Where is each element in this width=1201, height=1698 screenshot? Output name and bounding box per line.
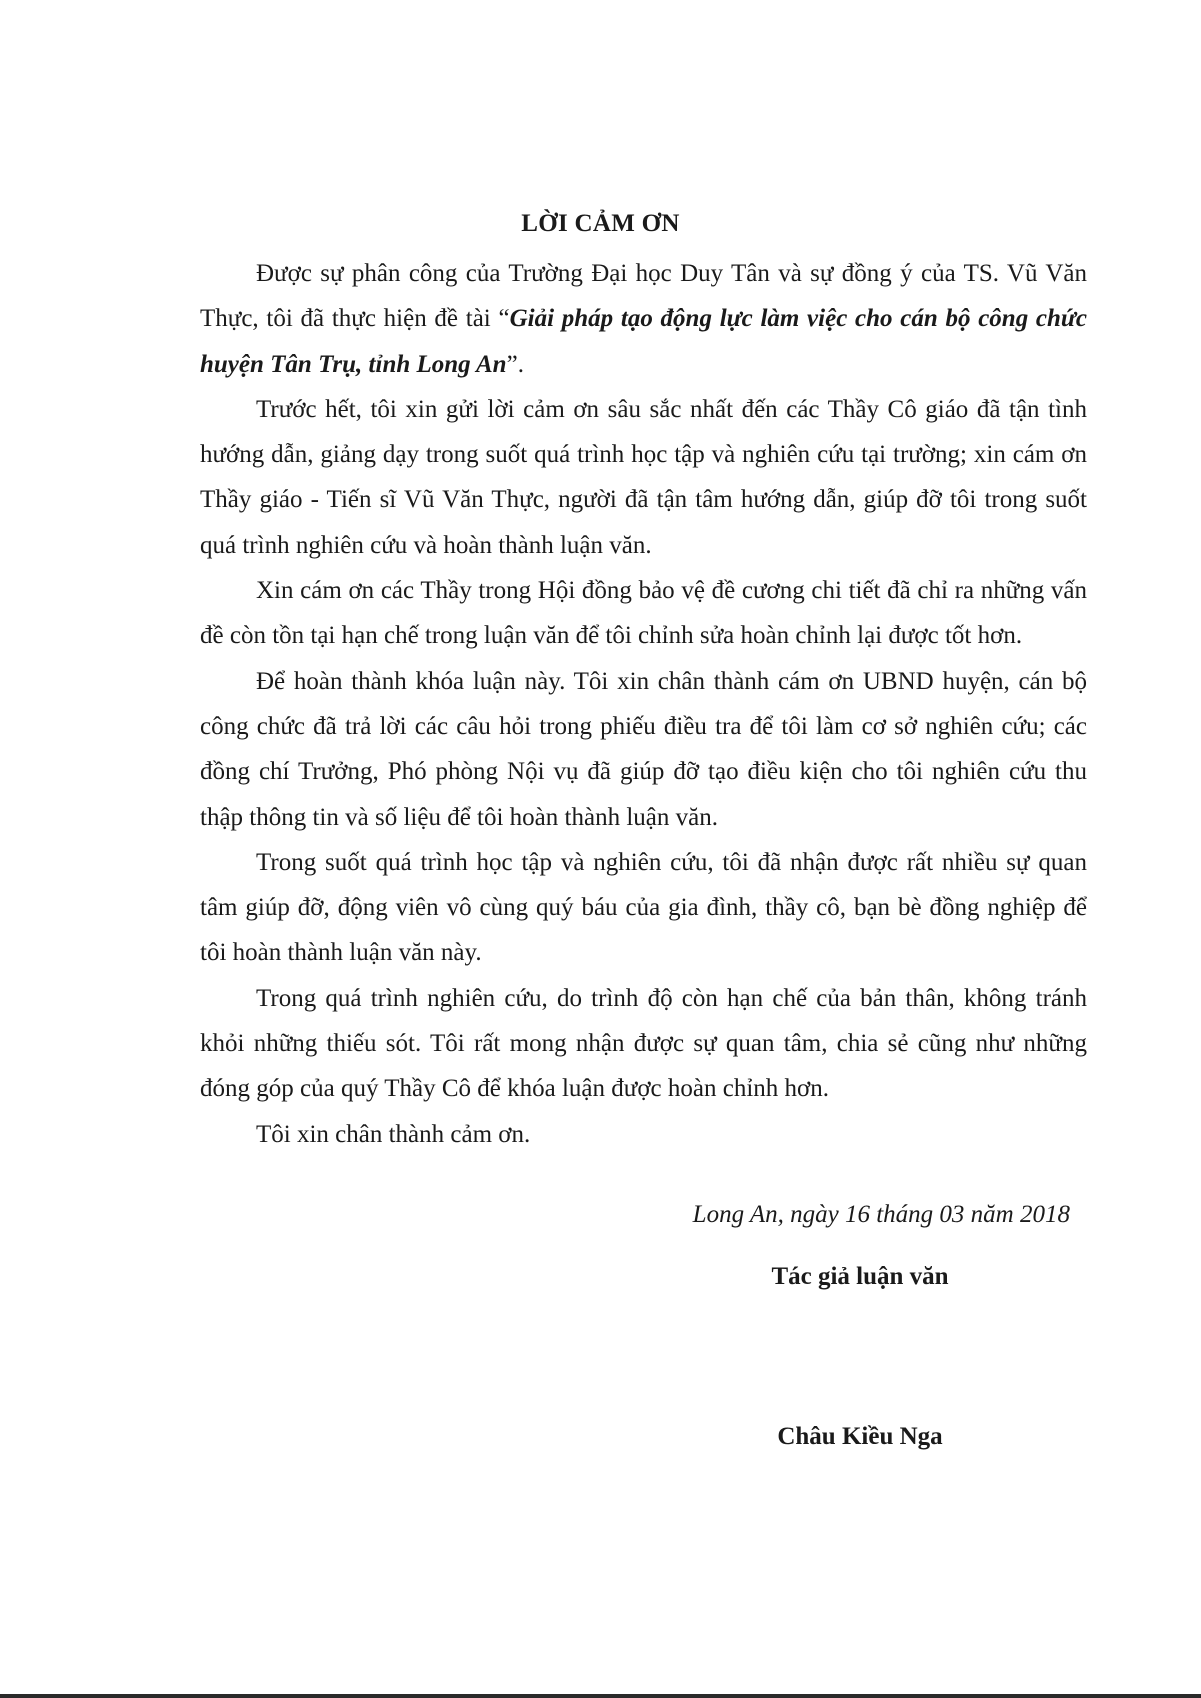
- thesis-topic: Giải pháp tạo động lực làm việc cho cán bộ công chức huyện Tân Trụ, tỉnh Long An: [200, 305, 1088, 378]
- author-name: Châu Kiều Nga: [777, 1423, 943, 1450]
- document-title: LỜI CẢM ƠN: [521, 210, 680, 237]
- paragraph-4: Để hoàn thành khóa luận này. Tôi xin chân thành cám ơn UBND huyện, cán bộ công chức đã trả lời các câu hỏi trong phiếu điều tra để tôi làm cơ sở nghiên cứu; các đồng chí Trưởng, Phó phòng Nội vụ đã giúp đỡ tạo điều kiện cho tôi nghiên cứu thu thập thông tin và số liệu để tôi hoàn thành luận văn.: [200, 667, 1087, 831]
- author-role: Tác giả luận văn: [771, 1263, 949, 1290]
- document-body: [200, 251, 1087, 1157]
- paragraph-1-intro: Được sự phân công của Trường Đại học Duy Tân và sự đồng ý của TS. Vũ Văn Thực, tôi đã thực hiện đề tài “: [200, 260, 1087, 333]
- paragraph-5: Trong suốt quá trình học tập và nghiên cứu, tôi đã nhận được rất nhiều sự quan tâm giúp đỡ, động viên vô cùng quý báu của gia đình, thầy cô, bạn bè đồng nghiệp để tôi hoàn thành luận văn này.: [200, 848, 1087, 967]
- paragraph-7: Tôi xin chân thành cảm ơn.: [256, 1120, 531, 1148]
- paragraph-6: Trong quá trình nghiên cứu, do trình độ còn hạn chế của bản thân, không tránh khỏi những thiếu sót. Tôi rất mong nhận được sự quan tâm, chia sẻ cũng như những đóng góp của quý Thầy Cô để khóa luận được hoàn chỉnh hơn.: [200, 984, 1087, 1103]
- bottom-edge-line: [0, 1694, 1201, 1698]
- paragraph-2: Trước hết, tôi xin gửi lời cảm ơn sâu sắc nhất đến các Thầy Cô giáo đã tận tình hướng dẫn, giảng dạy trong suốt quá trình học tập và nghiên cứu tại trường; xin cám ơn Thầy giáo - Tiến sĩ Vũ Văn Thực, người đã tận tâm hướng dẫn, giúp đỡ tôi trong suốt quá trình nghiên cứu và hoàn thành luận văn.: [200, 395, 1087, 559]
- paragraph-1: [200, 251, 1087, 387]
- paragraph-1-end: ”.: [506, 350, 524, 378]
- paragraph-3: Xin cám ơn các Thầy trong Hội đồng bảo vệ đề cương chi tiết đã chỉ ra những vấn đề còn tồn tại hạn chế trong luận văn để tôi chỉnh sửa hoàn chỉnh lại được tốt hơn.: [200, 577, 1087, 650]
- place-and-date: Long An, ngày 16 tháng 03 năm 2018: [692, 1201, 1070, 1228]
